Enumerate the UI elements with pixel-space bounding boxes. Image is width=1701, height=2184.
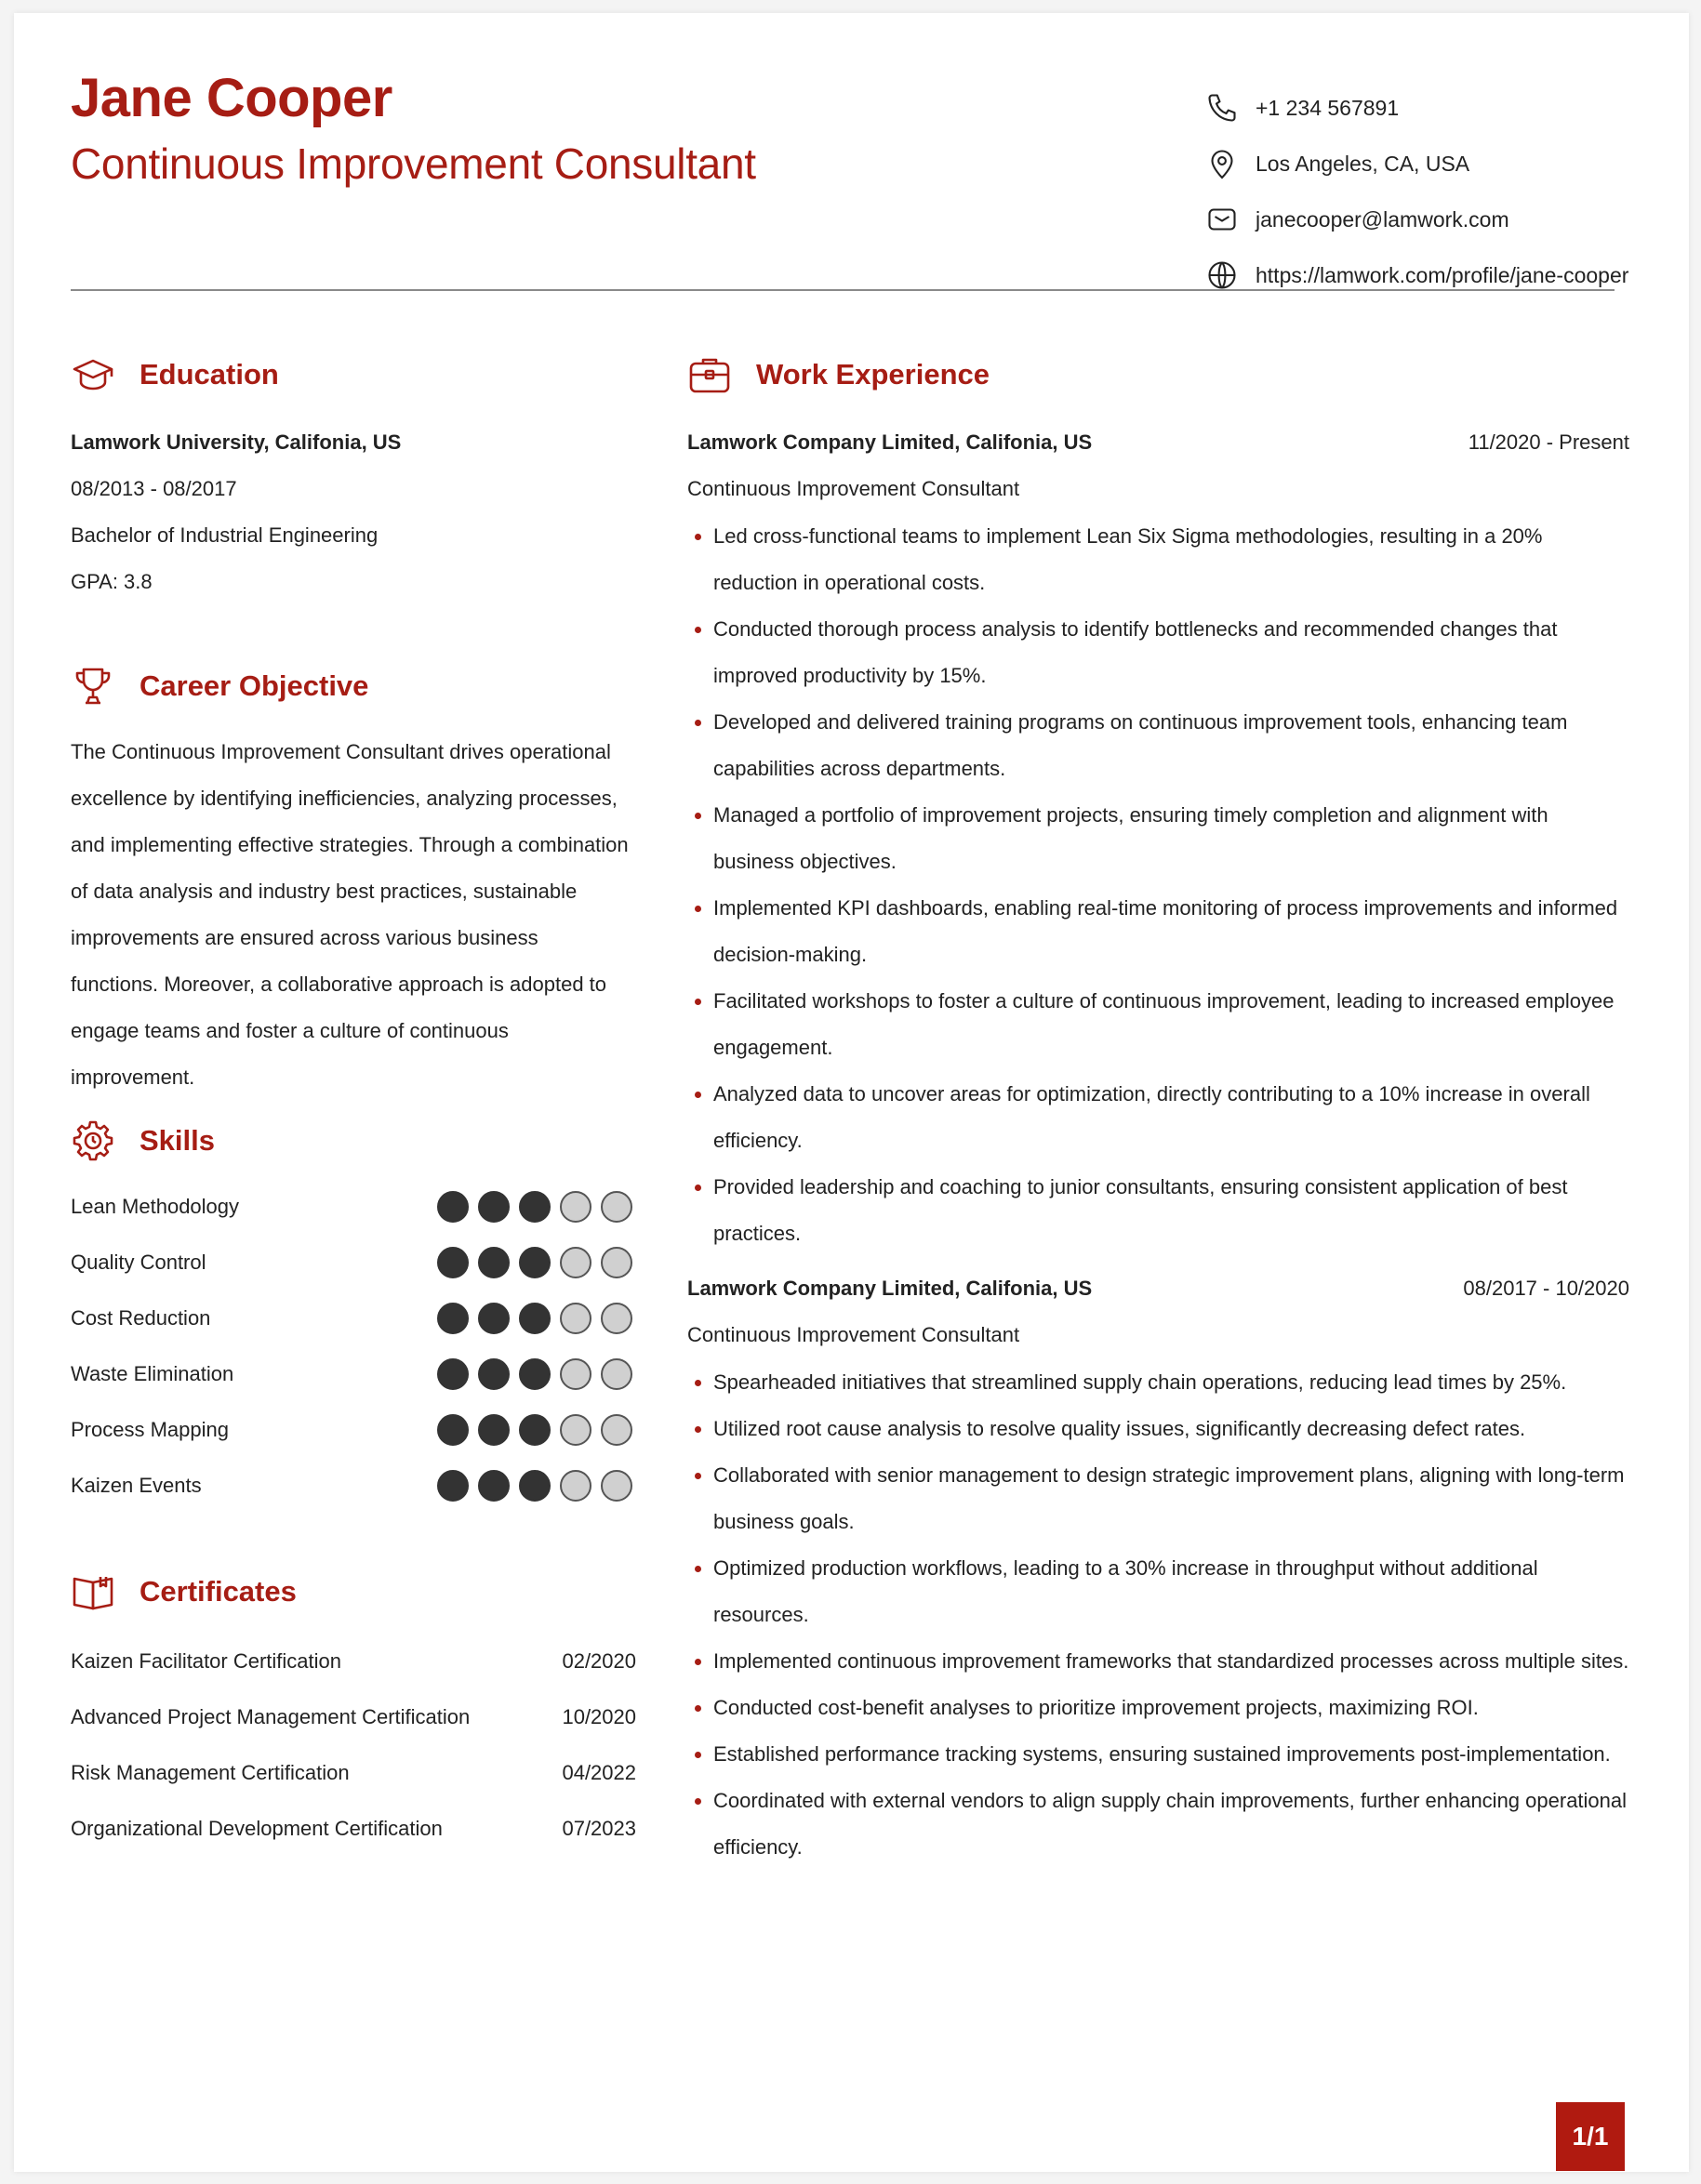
rating-dot-filled [478, 1470, 510, 1502]
certificates-title: Certificates [140, 1575, 297, 1608]
skill-name: Cost Reduction [71, 1306, 211, 1330]
resume-page [14, 13, 1689, 2172]
skill-rating [437, 1470, 632, 1502]
skill-row [71, 1179, 638, 1235]
contact-email-text[interactable]: janecooper@lamwork.com [1256, 206, 1509, 232]
job-bullet: Collaborated with senior management to design strategic improvement plans, aligning with long-term business goals. [687, 1452, 1629, 1545]
rating-dot-filled [478, 1191, 510, 1223]
job-bullet: Facilitated workshops to foster a culture of continuous improvement, leading to increased employee engagement. [687, 978, 1629, 1071]
rating-dot-empty [560, 1358, 591, 1390]
job-bullet: Conducted thorough process analysis to identify bottlenecks and recommended changes that improved productivity by 15%. [687, 606, 1629, 699]
certificate-name: Organizational Development Certification [71, 1817, 443, 1840]
rating-dot-empty [560, 1470, 591, 1502]
rating-dot-filled [478, 1358, 510, 1390]
work-title: Work Experience [756, 358, 990, 390]
contact-website [1203, 247, 1650, 303]
skills-title: Skills [140, 1124, 215, 1157]
rating-dot-filled [519, 1414, 551, 1446]
rating-dot-empty [601, 1303, 632, 1334]
rating-dot-filled [437, 1191, 469, 1223]
job-2-title: Continuous Improvement Consultant [687, 1323, 1020, 1346]
skill-name: Kaizen Events [71, 1474, 202, 1497]
skill-row [71, 1291, 638, 1346]
education-heading [71, 352, 279, 397]
objective-title: Career Objective [140, 669, 369, 702]
certificate-date: 04/2022 [562, 1761, 636, 1784]
rating-dot-filled [478, 1247, 510, 1278]
rating-dot-filled [519, 1470, 551, 1502]
certificate-name: Advanced Project Management Certification [71, 1705, 471, 1728]
certificate-name: Risk Management Certification [71, 1761, 350, 1784]
job-1-dates: 11/2020 - Present [1468, 430, 1629, 454]
skill-rating [437, 1414, 632, 1446]
page-indicator: 1/1 [1556, 2102, 1625, 2171]
header-divider [71, 289, 1615, 291]
rating-dot-empty [601, 1247, 632, 1278]
job-bullet: Conducted cost-benefit analyses to prioritize improvement projects, maximizing ROI. [687, 1685, 1629, 1731]
skill-name: Quality Control [71, 1251, 206, 1274]
skill-rating [437, 1191, 632, 1223]
skill-name: Process Mapping [71, 1418, 229, 1441]
job-2-header [687, 1277, 1629, 1301]
skill-name: Lean Methodology [71, 1195, 240, 1218]
rating-dot-filled [519, 1303, 551, 1334]
rating-dot-empty [560, 1191, 591, 1223]
job-bullet: Analyzed data to uncover areas for optimization, directly contributing to a 10% increase in overall efficiency. [687, 1071, 1629, 1164]
skills-heading [71, 1118, 215, 1163]
job-bullet: Managed a portfolio of improvement projects, ensuring timely completion and alignment with business objectives. [687, 792, 1629, 885]
phone-icon [1203, 89, 1241, 126]
contact-website-text[interactable]: https://lamwork.com/profile/jane-cooper [1256, 262, 1629, 287]
email-icon [1203, 201, 1241, 238]
job-bullet: Optimized production workflows, leading to a 30% increase in throughput without additional resources. [687, 1545, 1629, 1638]
job-bullet: Spearheaded initiatives that streamlined supply chain operations, reducing lead times by 25%. [687, 1359, 1629, 1406]
rating-dot-filled [519, 1247, 551, 1278]
job-1-company: Lamwork Company Limited, Califonia, US [687, 430, 1093, 454]
education-gpa: GPA: 3.8 [71, 570, 153, 593]
job-bullet: Implemented KPI dashboards, enabling real-time monitoring of process improvements and informed decision-making. [687, 885, 1629, 978]
skill-row [71, 1346, 638, 1402]
rating-dot-empty [601, 1191, 632, 1223]
job-bullet: Provided leadership and coaching to junior consultants, ensuring consistent application of best practices. [687, 1164, 1629, 1257]
certificate-row [71, 1745, 636, 1801]
rating-dot-empty [601, 1414, 632, 1446]
job-bullet: Developed and delivered training programs on continuous improvement tools, enhancing team capabilities across departments. [687, 699, 1629, 792]
skill-row [71, 1402, 638, 1458]
certificate-date: 02/2020 [562, 1649, 636, 1673]
certificate-name: Kaizen Facilitator Certification [71, 1649, 342, 1673]
objective-heading [71, 664, 368, 708]
rating-dot-filled [437, 1470, 469, 1502]
rating-dot-filled [478, 1303, 510, 1334]
certificate-row [71, 1634, 636, 1689]
objective-text: The Continuous Improvement Consultant drives operational excellence by identifying inefficiencies, analyzing processes, and implementing effective strategies. Through a combination of data analysis and industry best practices, sustainable improvements are ensured across various business functions. Moreover, a collaborative approach is adopted to engage teams and foster a culture of continuous improvement. [71, 740, 629, 1089]
skill-rating [437, 1303, 632, 1334]
graduation-cap-icon [71, 352, 115, 397]
contact-location [1203, 136, 1650, 192]
education-school: Lamwork University, Califonia, US [71, 430, 402, 454]
rating-dot-filled [437, 1358, 469, 1390]
trophy-icon [71, 664, 115, 708]
job-1-bullets [687, 513, 1629, 1257]
rating-dot-empty [601, 1470, 632, 1502]
education-degree: Bachelor of Industrial Engineering [71, 523, 379, 547]
skill-rating [437, 1247, 632, 1278]
certificate-date: 07/2023 [562, 1817, 636, 1840]
job-bullet: Coordinated with external vendors to align supply chain improvements, further enhancing operational efficiency. [687, 1778, 1629, 1871]
job-1-header [687, 430, 1629, 455]
contact-list [1203, 80, 1650, 303]
gear-icon [71, 1118, 115, 1163]
contact-email [1203, 192, 1650, 247]
certificate-date: 10/2020 [562, 1705, 636, 1728]
job-bullet: Led cross-functional teams to implement Lean Six Sigma methodologies, resulting in a 20% reduction in operational costs. [687, 513, 1629, 606]
skill-rating [437, 1358, 632, 1390]
rating-dot-filled [437, 1303, 469, 1334]
job-1-title: Continuous Improvement Consultant [687, 477, 1020, 500]
rating-dot-filled [519, 1358, 551, 1390]
skill-name: Waste Elimination [71, 1362, 234, 1385]
skill-row [71, 1458, 638, 1514]
education-dates: 08/2013 - 08/2017 [71, 477, 237, 500]
job-2-bullets [687, 1359, 1629, 1871]
job-bullet: Established performance tracking systems, ensuring sustained improvements post-implementation. [687, 1731, 1629, 1778]
rating-dot-empty [601, 1358, 632, 1390]
globe-icon [1203, 257, 1241, 294]
job-2-company: Lamwork Company Limited, Califonia, US [687, 1277, 1093, 1300]
job-bullet: Implemented continuous improvement frameworks that standardized processes across multiple sites. [687, 1638, 1629, 1685]
rating-dot-empty [560, 1414, 591, 1446]
contact-phone [1203, 80, 1650, 136]
job-bullet: Utilized root cause analysis to resolve quality issues, significantly decreasing defect rates. [687, 1406, 1629, 1452]
work-heading [687, 352, 990, 397]
briefcase-icon [687, 352, 732, 397]
rating-dot-filled [437, 1414, 469, 1446]
candidate-role: Continuous Improvement Consultant [71, 139, 756, 188]
certificate-row [71, 1801, 636, 1857]
job-2-dates: 08/2017 - 10/2020 [1463, 1277, 1629, 1300]
rating-dot-filled [519, 1191, 551, 1223]
certificates-heading [71, 1569, 297, 1614]
skill-row [71, 1235, 638, 1291]
book-icon [71, 1569, 115, 1614]
location-pin-icon [1203, 145, 1241, 182]
rating-dot-filled [437, 1247, 469, 1278]
contact-phone-text: +1 234 567891 [1256, 95, 1400, 120]
rating-dot-empty [560, 1247, 591, 1278]
rating-dot-filled [478, 1414, 510, 1446]
candidate-name: Jane Cooper [71, 68, 392, 128]
education-title: Education [140, 358, 279, 390]
certificate-row [71, 1689, 636, 1745]
rating-dot-empty [560, 1303, 591, 1334]
contact-location-text: Los Angeles, CA, USA [1256, 151, 1470, 176]
